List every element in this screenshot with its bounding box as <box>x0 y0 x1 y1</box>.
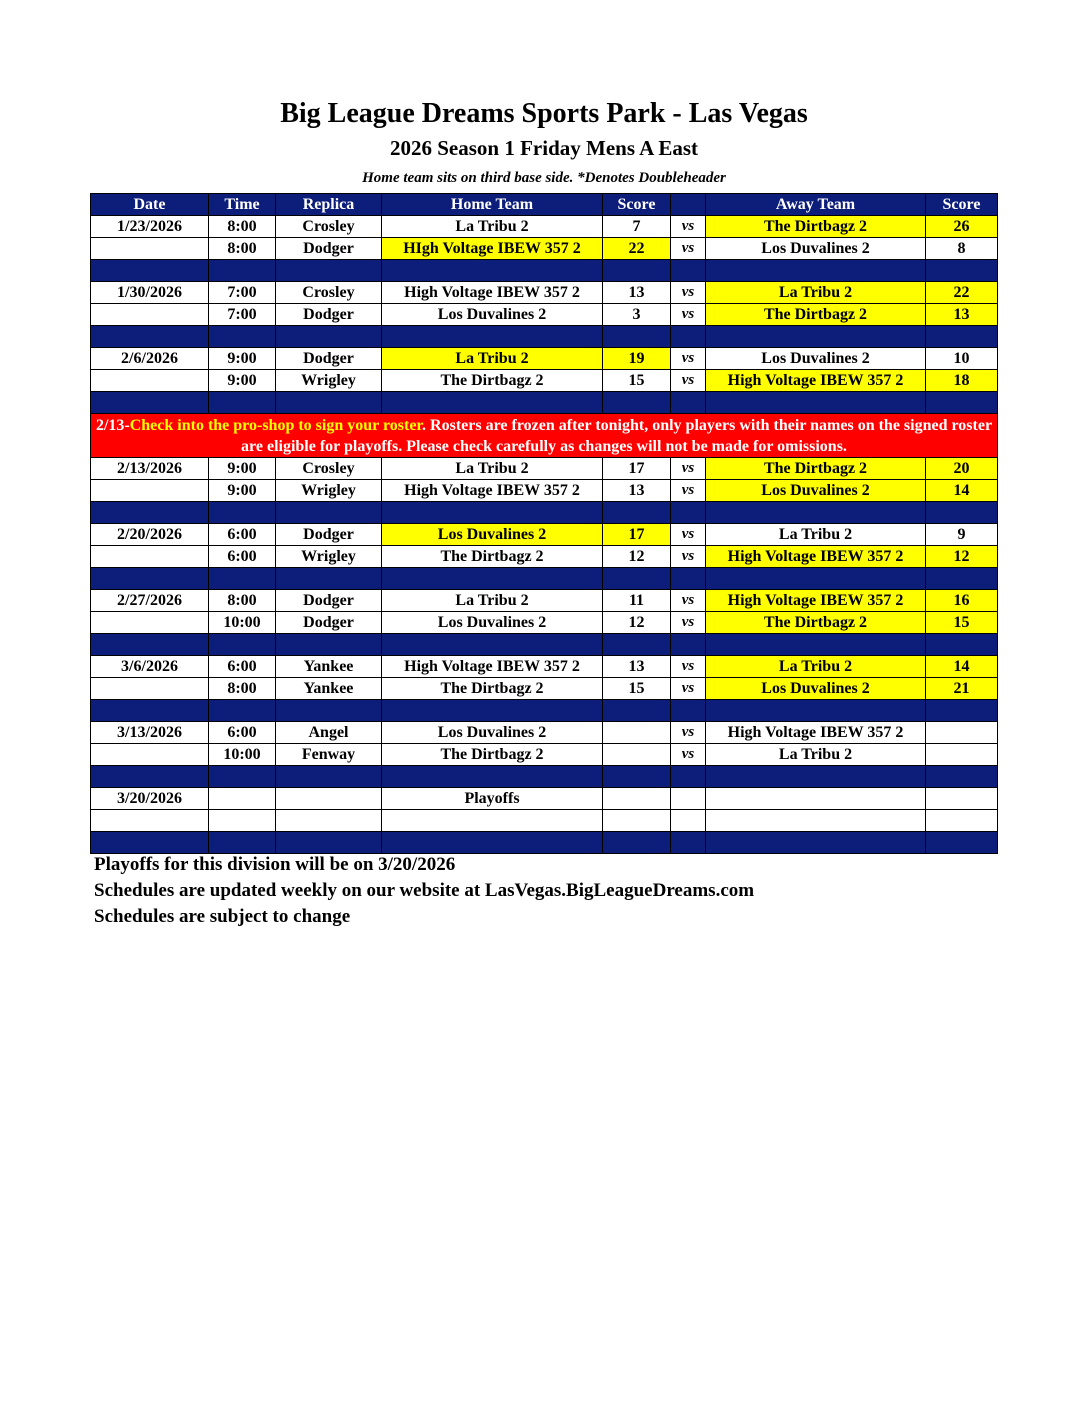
separator-cell <box>382 634 603 656</box>
time-cell: 6:00 <box>209 524 276 546</box>
time-cell: 9:00 <box>209 458 276 480</box>
separator-cell <box>603 392 671 414</box>
col-header-home-team: Home Team <box>382 194 603 216</box>
replica-cell: Angel <box>276 722 382 744</box>
home-team-cell: Los Duvalines 2 <box>382 722 603 744</box>
away-team-cell: La Tribu 2 <box>706 744 926 766</box>
separator-cell <box>276 326 382 348</box>
date-cell <box>91 480 209 502</box>
separator-cell <box>382 766 603 788</box>
away-team-cell: High Voltage IBEW 357 2 <box>706 590 926 612</box>
separator-row <box>91 700 998 722</box>
away-score-cell: 16 <box>926 590 998 612</box>
page-title: Big League Dreams Sports Park - Las Vegas <box>280 98 808 129</box>
home-score-cell <box>603 722 671 744</box>
separator-cell <box>209 700 276 722</box>
separator-cell <box>91 568 209 590</box>
replica-cell: Dodger <box>276 612 382 634</box>
table-row <box>91 612 998 634</box>
table-row <box>91 370 998 392</box>
table-row <box>91 348 998 370</box>
replica-cell: Dodger <box>276 590 382 612</box>
footer-notes <box>94 852 754 930</box>
date-cell <box>91 612 209 634</box>
col-header-replica: Replica <box>276 194 382 216</box>
separator-cell <box>706 766 926 788</box>
vs-cell: vs <box>671 304 706 326</box>
away-score-cell: 12 <box>926 546 998 568</box>
separator-cell <box>209 260 276 282</box>
separator-cell <box>671 634 706 656</box>
separator-cell <box>91 260 209 282</box>
away-score-cell <box>926 722 998 744</box>
date-cell: 2/20/2026 <box>91 524 209 546</box>
separator-cell <box>91 392 209 414</box>
home-score-cell: 11 <box>603 590 671 612</box>
away-score-cell: 10 <box>926 348 998 370</box>
roster-notice-text: . Rosters are frozen after tonight, only players with their names on the signed roster are eligible for playoffs. Please check carefully as changes will not be made for omissions. <box>241 416 993 455</box>
date-cell: 3/20/2026 <box>91 788 209 810</box>
separator-cell <box>706 392 926 414</box>
separator-cell <box>382 502 603 524</box>
separator-cell <box>926 260 998 282</box>
separator-cell <box>209 832 276 854</box>
away-team-cell: La Tribu 2 <box>706 524 926 546</box>
home-team-cell: Playoffs <box>382 788 603 810</box>
time-cell: 9:00 <box>209 480 276 502</box>
date-cell: 2/27/2026 <box>91 590 209 612</box>
separator-cell <box>706 568 926 590</box>
separator-cell <box>276 392 382 414</box>
time-cell: 7:00 <box>209 304 276 326</box>
separator-cell <box>209 326 276 348</box>
replica-cell: Wrigley <box>276 370 382 392</box>
table-row <box>91 810 998 832</box>
time-cell: 8:00 <box>209 590 276 612</box>
replica-cell: Wrigley <box>276 546 382 568</box>
separator-row <box>91 766 998 788</box>
footer-playoffs-note: Playoffs for this division will be on 3/20/2026 <box>94 854 456 875</box>
home-score-cell: 13 <box>603 480 671 502</box>
separator-cell <box>671 326 706 348</box>
vs-cell: vs <box>671 348 706 370</box>
table-row <box>91 788 998 810</box>
home-score-cell: 17 <box>603 524 671 546</box>
roster-notice-date: 2/13- <box>95 416 130 434</box>
away-score-cell: 9 <box>926 524 998 546</box>
time-cell: 7:00 <box>209 282 276 304</box>
time-cell <box>209 788 276 810</box>
away-score-cell: 8 <box>926 238 998 260</box>
separator-cell <box>603 568 671 590</box>
separator-cell <box>926 326 998 348</box>
table-row <box>91 458 998 480</box>
col-header-away-team: Away Team <box>706 194 926 216</box>
separator-cell <box>91 634 209 656</box>
home-score-cell: 17 <box>603 458 671 480</box>
separator-cell <box>276 568 382 590</box>
separator-cell <box>603 766 671 788</box>
col-header-vs <box>671 194 706 216</box>
schedule-note: Home team sits on third base side. *Denotes Doubleheader <box>362 170 726 186</box>
separator-cell <box>91 700 209 722</box>
home-score-cell: 12 <box>603 546 671 568</box>
date-cell <box>91 678 209 700</box>
home-team-cell: The Dirtbagz 2 <box>382 678 603 700</box>
time-cell: 6:00 <box>209 546 276 568</box>
vs-cell: vs <box>671 722 706 744</box>
table-row <box>91 524 998 546</box>
date-cell <box>91 238 209 260</box>
separator-cell <box>91 326 209 348</box>
table-row <box>91 656 998 678</box>
separator-cell <box>706 260 926 282</box>
replica-cell: Dodger <box>276 524 382 546</box>
home-score-cell <box>603 810 671 832</box>
home-score-cell: 7 <box>603 216 671 238</box>
home-score-cell: 12 <box>603 612 671 634</box>
table-row <box>91 238 998 260</box>
separator-cell <box>671 700 706 722</box>
separator-cell <box>671 766 706 788</box>
table-row <box>91 304 998 326</box>
home-score-cell <box>603 744 671 766</box>
separator-cell <box>382 392 603 414</box>
separator-cell <box>382 700 603 722</box>
separator-cell <box>209 634 276 656</box>
separator-cell <box>91 832 209 854</box>
home-team-cell: HIgh Voltage IBEW 357 2 <box>382 238 603 260</box>
roster-notice <box>91 414 998 458</box>
home-score-cell <box>603 788 671 810</box>
away-score-cell <box>926 788 998 810</box>
separator-cell <box>926 634 998 656</box>
separator-cell <box>382 568 603 590</box>
footer-website-note: Schedules are updated weekly on our website at LasVegas.BigLeagueDreams.com <box>94 880 755 901</box>
separator-cell <box>671 260 706 282</box>
away-score-cell: 21 <box>926 678 998 700</box>
replica-cell <box>276 810 382 832</box>
date-cell: 2/6/2026 <box>91 348 209 370</box>
away-score-cell <box>926 810 998 832</box>
home-team-cell: High Voltage IBEW 357 2 <box>382 282 603 304</box>
replica-cell: Crosley <box>276 282 382 304</box>
separator-cell <box>926 568 998 590</box>
vs-cell: vs <box>671 678 706 700</box>
separator-cell <box>382 832 603 854</box>
away-team-cell: Los Duvalines 2 <box>706 238 926 260</box>
page-subtitle: 2026 Season 1 Friday Mens A East <box>389 136 699 160</box>
home-score-cell: 15 <box>603 370 671 392</box>
separator-cell <box>603 832 671 854</box>
separator-cell <box>603 260 671 282</box>
away-score-cell: 15 <box>926 612 998 634</box>
separator-row <box>91 832 998 854</box>
separator-row <box>91 392 998 414</box>
separator-cell <box>671 502 706 524</box>
home-team-cell: The Dirtbagz 2 <box>382 546 603 568</box>
home-team-cell: La Tribu 2 <box>382 590 603 612</box>
replica-cell <box>276 788 382 810</box>
table-row <box>91 744 998 766</box>
separator-row <box>91 502 998 524</box>
roster-notice-highlight: Check into the pro-shop to sign your roster <box>129 416 423 434</box>
date-cell <box>91 810 209 832</box>
away-score-cell: 26 <box>926 216 998 238</box>
date-cell <box>91 370 209 392</box>
separator-cell <box>926 700 998 722</box>
home-team-cell: High Voltage IBEW 357 2 <box>382 656 603 678</box>
separator-cell <box>382 260 603 282</box>
separator-row <box>91 568 998 590</box>
separator-cell <box>671 832 706 854</box>
home-score-cell: 3 <box>603 304 671 326</box>
separator-cell <box>706 326 926 348</box>
away-team-cell: Los Duvalines 2 <box>706 480 926 502</box>
vs-cell: vs <box>671 480 706 502</box>
table-row <box>91 546 998 568</box>
home-team-cell: La Tribu 2 <box>382 216 603 238</box>
away-score-cell: 14 <box>926 480 998 502</box>
vs-cell <box>671 810 706 832</box>
separator-cell <box>706 832 926 854</box>
time-cell: 8:00 <box>209 238 276 260</box>
col-header-time: Time <box>209 194 276 216</box>
separator-cell <box>276 832 382 854</box>
away-team-cell: The Dirtbagz 2 <box>706 304 926 326</box>
separator-cell <box>926 766 998 788</box>
away-team-cell: The Dirtbagz 2 <box>706 612 926 634</box>
vs-cell: vs <box>671 612 706 634</box>
away-team-cell <box>706 810 926 832</box>
separator-row <box>91 260 998 282</box>
date-cell: 1/30/2026 <box>91 282 209 304</box>
separator-cell <box>926 392 998 414</box>
home-team-cell: La Tribu 2 <box>382 348 603 370</box>
home-score-cell: 13 <box>603 282 671 304</box>
separator-cell <box>209 766 276 788</box>
vs-cell: vs <box>671 590 706 612</box>
replica-cell: Dodger <box>276 348 382 370</box>
away-team-cell: La Tribu 2 <box>706 656 926 678</box>
away-score-cell: 18 <box>926 370 998 392</box>
table-row <box>91 480 998 502</box>
away-team-cell: High Voltage IBEW 357 2 <box>706 722 926 744</box>
home-team-cell: The Dirtbagz 2 <box>382 744 603 766</box>
separator-cell <box>382 326 603 348</box>
roster-notice-row <box>91 414 998 458</box>
separator-cell <box>603 326 671 348</box>
date-cell: 3/13/2026 <box>91 722 209 744</box>
vs-cell <box>671 788 706 810</box>
time-cell: 8:00 <box>209 216 276 238</box>
separator-cell <box>603 700 671 722</box>
replica-cell: Dodger <box>276 238 382 260</box>
replica-cell: Crosley <box>276 216 382 238</box>
home-team-cell: Los Duvalines 2 <box>382 612 603 634</box>
separator-cell <box>209 502 276 524</box>
replica-cell: Wrigley <box>276 480 382 502</box>
home-score-cell: 19 <box>603 348 671 370</box>
time-cell: 6:00 <box>209 656 276 678</box>
date-cell: 3/6/2026 <box>91 656 209 678</box>
date-cell: 1/23/2026 <box>91 216 209 238</box>
separator-row <box>91 326 998 348</box>
home-team-cell: Los Duvalines 2 <box>382 304 603 326</box>
time-cell: 6:00 <box>209 722 276 744</box>
vs-cell: vs <box>671 282 706 304</box>
replica-cell: Crosley <box>276 458 382 480</box>
separator-cell <box>276 766 382 788</box>
separator-row <box>91 634 998 656</box>
table-row <box>91 282 998 304</box>
col-header-date: Date <box>91 194 209 216</box>
separator-cell <box>276 634 382 656</box>
separator-cell <box>603 634 671 656</box>
home-team-cell: The Dirtbagz 2 <box>382 370 603 392</box>
away-team-cell: Los Duvalines 2 <box>706 678 926 700</box>
away-team-cell: The Dirtbagz 2 <box>706 216 926 238</box>
away-team-cell: La Tribu 2 <box>706 282 926 304</box>
separator-cell <box>671 392 706 414</box>
home-team-cell: La Tribu 2 <box>382 458 603 480</box>
time-cell <box>209 810 276 832</box>
vs-cell: vs <box>671 458 706 480</box>
separator-cell <box>276 502 382 524</box>
footer-change-note: Schedules are subject to change <box>94 906 351 927</box>
time-cell: 8:00 <box>209 678 276 700</box>
table-row <box>91 722 998 744</box>
replica-cell: Fenway <box>276 744 382 766</box>
home-score-cell: 22 <box>603 238 671 260</box>
date-cell: 2/13/2026 <box>91 458 209 480</box>
table-row <box>91 678 998 700</box>
separator-cell <box>706 700 926 722</box>
date-cell <box>91 546 209 568</box>
separator-cell <box>706 634 926 656</box>
table-header-row <box>91 194 998 216</box>
schedule-table <box>90 193 998 854</box>
home-team-cell: Los Duvalines 2 <box>382 524 603 546</box>
home-score-cell: 15 <box>603 678 671 700</box>
home-score-cell: 13 <box>603 656 671 678</box>
separator-cell <box>706 502 926 524</box>
away-team-cell: High Voltage IBEW 357 2 <box>706 546 926 568</box>
replica-cell: Dodger <box>276 304 382 326</box>
vs-cell: vs <box>671 216 706 238</box>
separator-cell <box>603 502 671 524</box>
vs-cell: vs <box>671 744 706 766</box>
date-cell <box>91 744 209 766</box>
separator-cell <box>276 700 382 722</box>
table-row <box>91 590 998 612</box>
away-score-cell: 20 <box>926 458 998 480</box>
separator-cell <box>671 568 706 590</box>
separator-cell <box>209 568 276 590</box>
vs-cell: vs <box>671 524 706 546</box>
replica-cell: Yankee <box>276 656 382 678</box>
separator-cell <box>91 502 209 524</box>
time-cell: 10:00 <box>209 744 276 766</box>
col-header-away-score: Score <box>926 194 998 216</box>
time-cell: 10:00 <box>209 612 276 634</box>
time-cell: 9:00 <box>209 370 276 392</box>
separator-cell <box>209 392 276 414</box>
vs-cell: vs <box>671 546 706 568</box>
table-row <box>91 216 998 238</box>
away-score-cell: 14 <box>926 656 998 678</box>
away-score-cell: 13 <box>926 304 998 326</box>
separator-cell <box>926 832 998 854</box>
replica-cell: Yankee <box>276 678 382 700</box>
col-header-home-score: Score <box>603 194 671 216</box>
away-team-cell: The Dirtbagz 2 <box>706 458 926 480</box>
separator-cell <box>276 260 382 282</box>
away-team-cell: Los Duvalines 2 <box>706 348 926 370</box>
away-score-cell <box>926 744 998 766</box>
vs-cell: vs <box>671 656 706 678</box>
time-cell: 9:00 <box>209 348 276 370</box>
away-team-cell: High Voltage IBEW 357 2 <box>706 370 926 392</box>
separator-cell <box>926 502 998 524</box>
vs-cell: vs <box>671 238 706 260</box>
vs-cell: vs <box>671 370 706 392</box>
home-team-cell: High Voltage IBEW 357 2 <box>382 480 603 502</box>
away-score-cell: 22 <box>926 282 998 304</box>
date-cell <box>91 304 209 326</box>
away-team-cell <box>706 788 926 810</box>
separator-cell <box>91 766 209 788</box>
home-team-cell <box>382 810 603 832</box>
